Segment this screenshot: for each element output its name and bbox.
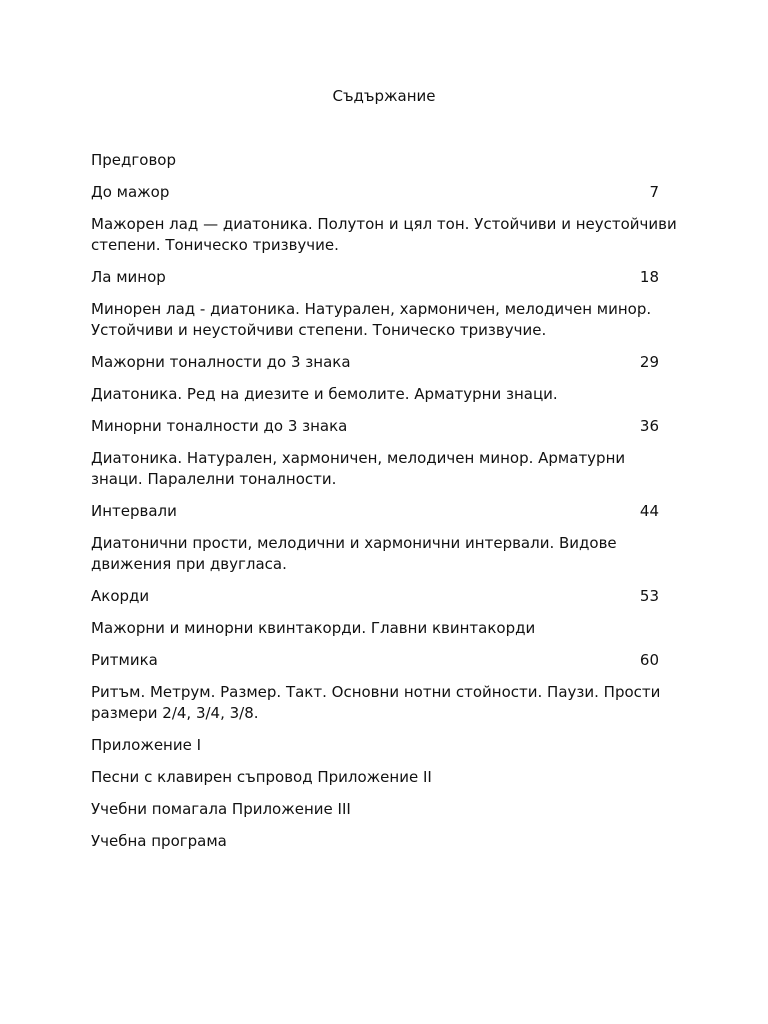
- toc-entry-label: Учебни помагала Приложение III: [91, 800, 351, 818]
- table-of-contents: [91, 150, 681, 863]
- toc-entry: [91, 150, 681, 171]
- toc-entry: [91, 586, 681, 607]
- toc-entry-label: До мажор: [91, 183, 170, 201]
- toc-page-number: 44: [639, 502, 659, 520]
- toc-description: [91, 618, 681, 639]
- toc-entry: [91, 831, 681, 852]
- toc-entry-label: Акорди: [91, 587, 150, 605]
- toc-entry-label: Учебна програма: [91, 832, 227, 850]
- toc-entry-label: Ла минор: [91, 268, 166, 286]
- toc-description-text: Ритъм. Метрум. Размер. Такт. Основни нотни стойности. Паузи. Прости размери 2/4, 3/4, 3/8.: [91, 683, 661, 722]
- toc-entry: [91, 799, 681, 820]
- toc-page-number: 29: [639, 353, 659, 371]
- toc-entry-label: Интервали: [91, 502, 177, 520]
- toc-page-number: 53: [639, 587, 659, 605]
- toc-description-text: Мажорен лад — диатоника. Полутон и цял тон. Устойчиви и неустойчиви степени. Тоническо тризвучие.: [91, 215, 677, 254]
- toc-entry: [91, 182, 681, 203]
- toc-entry: [91, 650, 681, 671]
- toc-description-text: Диатоника. Натурален, хармоничен, мелодичен минор. Арматурни знаци. Паралелни тоналности.: [91, 449, 626, 488]
- toc-description: [91, 384, 681, 405]
- toc-page-number: 36: [639, 417, 659, 435]
- toc-page-number: 18: [639, 268, 659, 286]
- toc-description-text: Диатонични прости, мелодични и хармонични интервали. Видове движения при двугласа.: [91, 534, 617, 573]
- toc-description: [91, 214, 681, 256]
- toc-entry-label: Минорни тоналности до 3 знака: [91, 417, 348, 435]
- toc-description: [91, 682, 681, 724]
- toc-page-number: 7: [649, 183, 659, 201]
- toc-entry-label: Ритмика: [91, 651, 158, 669]
- toc-description-text: Минорен лад - диатоника. Натурален, хармоничен, мелодичен минор. Устойчиви и неустойчиви степени. Тоническо тризвучие.: [91, 300, 652, 339]
- toc-entry: [91, 416, 681, 437]
- toc-entry-label: Приложение I: [91, 736, 202, 754]
- toc-entry: [91, 352, 681, 373]
- toc-description: [91, 533, 681, 575]
- toc-description-text: Диатоника. Ред на диезите и бемолите. Арматурни знаци.: [91, 385, 558, 403]
- toc-entry-label: Предговор: [91, 151, 176, 169]
- toc-description-text: Мажорни и минорни квинтакорди. Главни квинтакорди: [91, 619, 536, 637]
- toc-entry: [91, 767, 681, 788]
- page-title: Съдържание: [332, 87, 436, 105]
- toc-entry-label: Мажорни тоналности до 3 знака: [91, 353, 351, 371]
- toc-entry: [91, 501, 681, 522]
- toc-entry: [91, 735, 681, 756]
- toc-page-number: 60: [639, 651, 659, 669]
- toc-entry-label: Песни с клавирен съпровод Приложение II: [91, 768, 432, 786]
- toc-description: [91, 448, 681, 490]
- toc-description: [91, 299, 681, 341]
- toc-entry: [91, 267, 681, 288]
